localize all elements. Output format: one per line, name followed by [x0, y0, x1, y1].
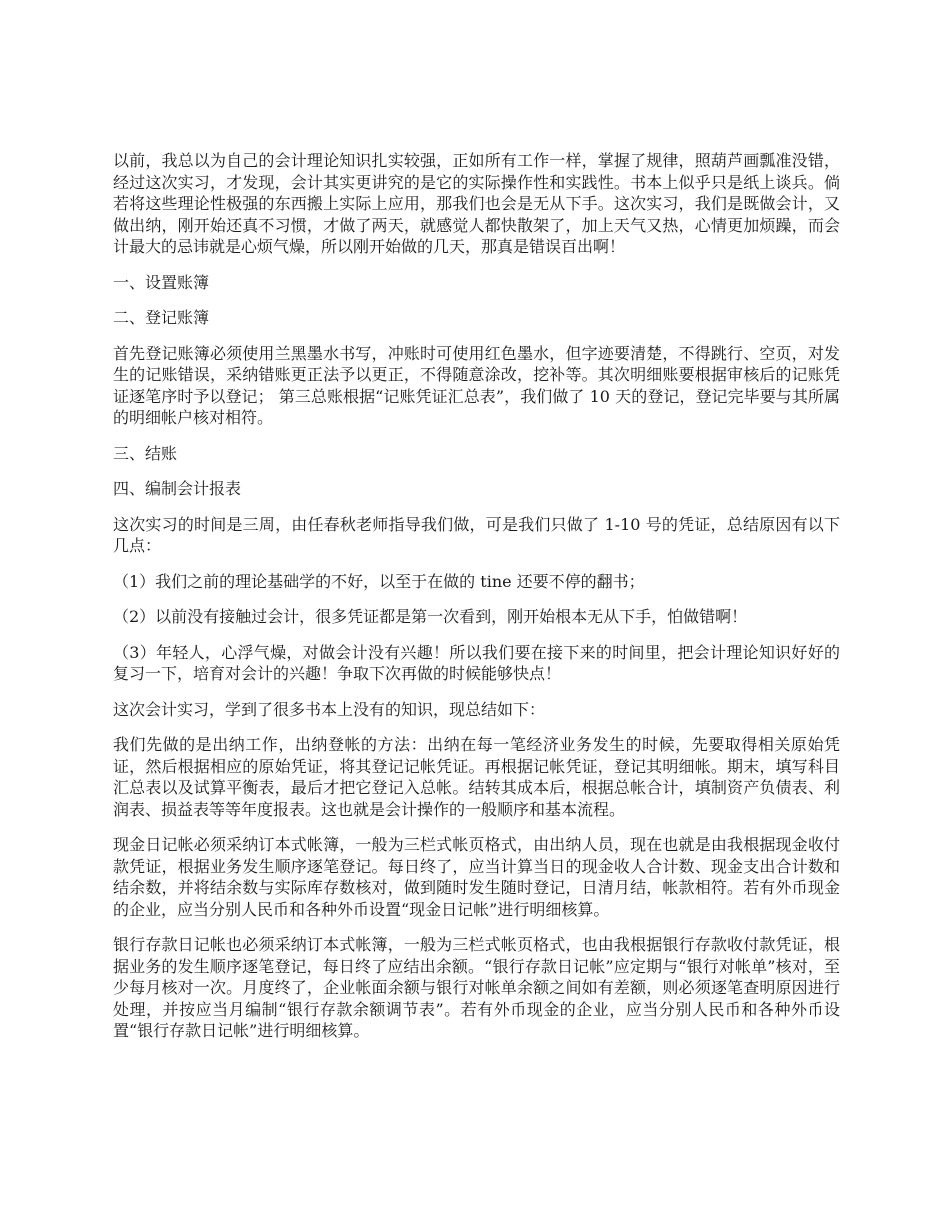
paragraph-summary-intro: 这次会计实习，学到了很多书本上没有的知识，现总结如下：	[113, 699, 546, 719]
paragraph-bank-journal: 银行存款日记帐也必须采纳订本式帐簿，一般为三栏式帐页格式，也由我根据银行存款收付款凭证，根据业务的发生顺序逐笔登记，每日终了应结出余额。“银行存款日记帐”应定期与“银行对帐单”核对，至少每月核对一次。月度终了，企业帐面余额与银行对帐单余额之间如有差额，则必须逐笔查明原因进行处理，并按应当月编制“银行存款余额调节表”。若有外币现金的企业，应当分别人民币和各种外币设置“银行存款日记帐”进行明细核算。	[113, 935, 840, 1040]
paragraph-register-rules: 首先登记账簿必须使用兰黑墨水书写，冲账时可使用红色墨水，但字迹要清楚，不得跳行、空页，对发生的记账错误，采纳错账更正法予以更正，不得随意涂改，挖补等。其次明细账要根据审核后的记账凭证逐笔序时予以登记； 第三总账根据“记账凭证汇总表”，我们做了 10 天的登记，登记完毕要与其所属的明细帐户核对相符。	[113, 343, 840, 427]
list-item-reason-3: （3）年轻人，心浮气燥，对做会计没有兴趣！所以我们要在接下来的时间里，把会计理论知识好好的复习一下，培育对会计的兴趣！争取下次再做的时候能够快点！	[113, 642, 840, 683]
heading-reports: 四、编制会计报表	[113, 479, 242, 498]
paragraph-cash-journal: 现金日记帐必须采纳订本式帐簿，一般为三栏式帐页格式，由出纳人员，现在也就是由我根据现金收付款凭证，根据业务发生顺序逐笔登记。每日终了，应当计算当日的现金收人合计数、现金支出合计数和结余数，并将结余数与实际库存数核对，做到随时发生随时登记，日清月结，帐款相符。若有外币现金的企业，应当分别人民币和各种外币设置“现金日记帐”进行明细核算。	[113, 835, 840, 919]
heading-setup-ledger: 一、设置账簿	[113, 272, 210, 292]
paragraph-internship-time: 这次实习的时间是三周，由任春秋老师指导我们做，可是我们只做了 1-10 号的凭证，总结原因有以下几点：	[113, 514, 840, 555]
paragraph-intro: 以前，我总以为自己的会计理论知识扎实较强，正如所有工作一样，掌握了规律，照葫芦画瓢准没错，经过这次实习，才发现，会计其实更讲究的是它的实际操作性和实践性。书本上似乎只是纸上谈兵。倘若将这些理论性极强的东西搬上实际上应用，那我们也会是无从下手。这次实习，我们是既做会计，又做出纳，刚开始还真不习惯，才做了两天，就感觉人都快散架了，加上天气又热，心情更加烦躁，而会计最大的忌讳就是心烦气燥，所以刚开始做的几天，那真是错误百出啊！	[113, 151, 840, 256]
heading-register-ledger: 二、登记账簿	[113, 308, 210, 327]
document-page	[113, 150, 840, 1056]
heading-closing: 三、结账	[113, 443, 178, 463]
list-item-reason-2: （2）以前没有接触过会计，很多凭证都是第一次看到，刚开始根本无从下手，怕做错啊！	[113, 607, 748, 626]
paragraph-cashier-method: 我们先做的是出纳工作，出纳登帐的方法：出纳在每一笔经济业务发生的时候，先要取得相关原始凭证，然后根据相应的原始凭证，将其登记记帐凭证。再根据记帐凭证，登记其明细帐。期末，填写科目汇总表以及试算平衡表，最后才把它登记入总帐。结转其成本后，根据总帐合计，填制资产负债表、利润表、损益表等等年度报表。这也就是会计操作的一般顺序和基本流程。	[113, 735, 840, 819]
list-item-reason-1: （1）我们之前的理论基础学的不好，以至于在做的 tine 还要不停的翻书；	[113, 571, 645, 591]
